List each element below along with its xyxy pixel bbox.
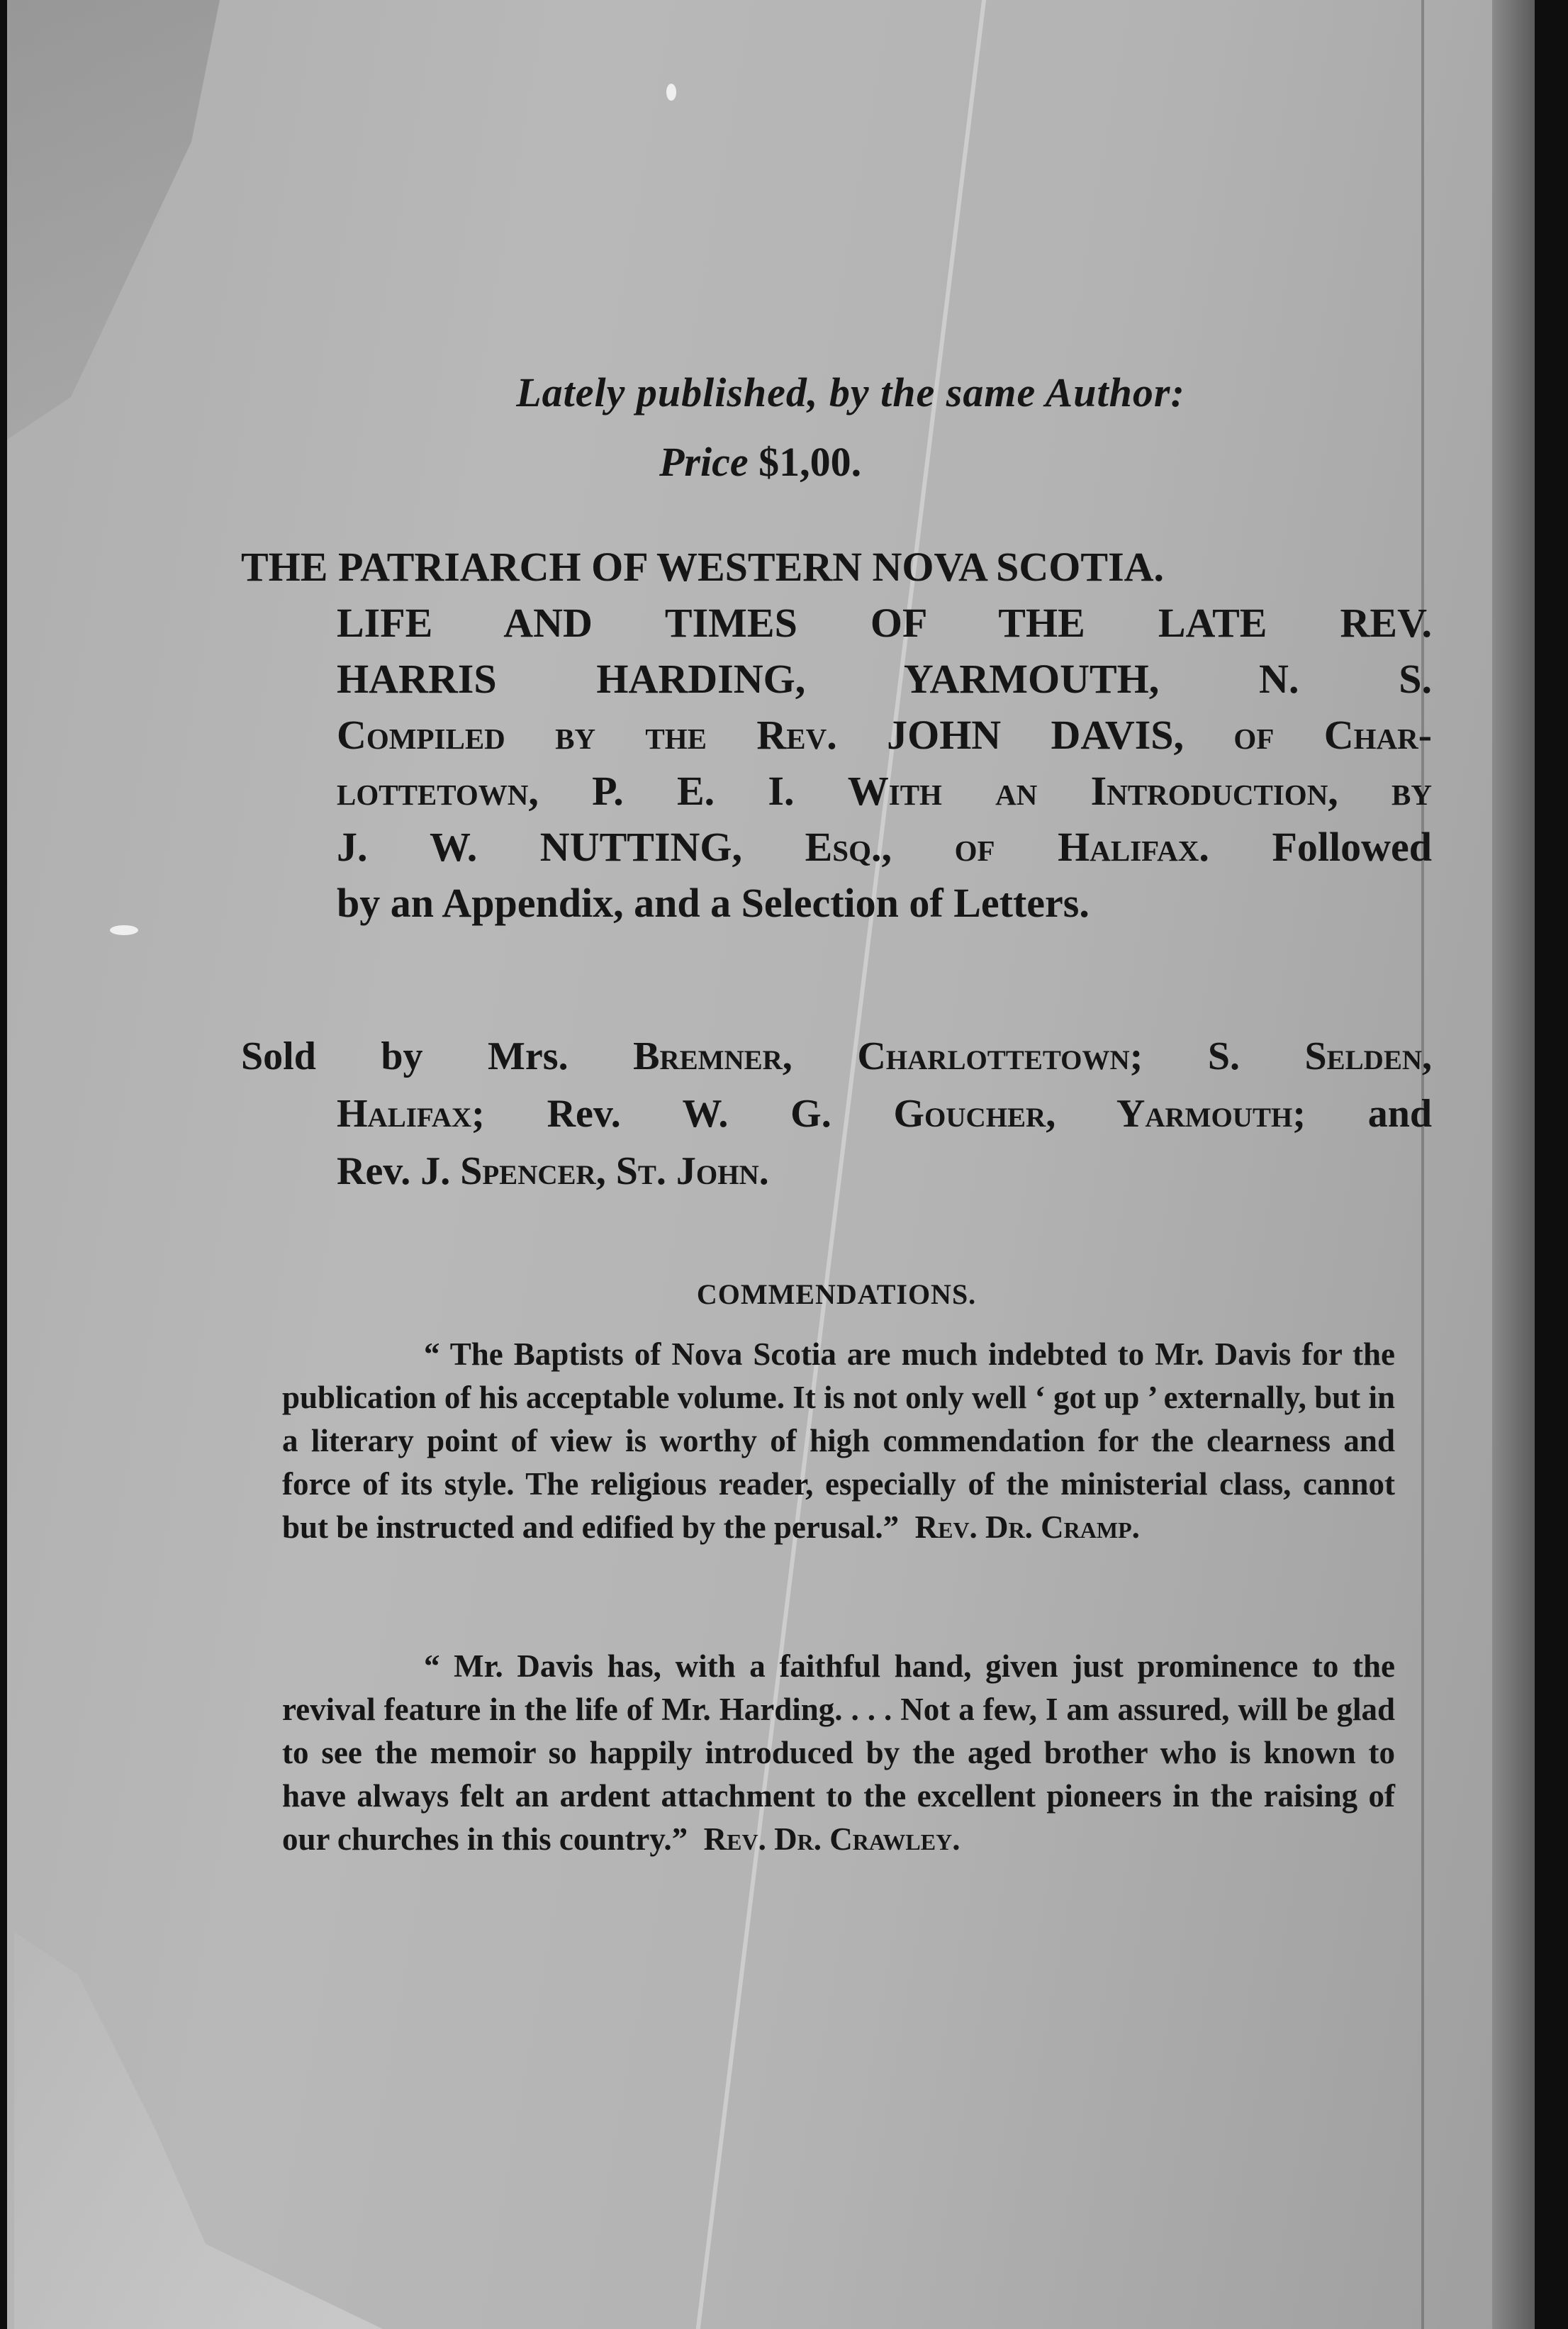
quote-author: Rev. Dr. Crawley. xyxy=(703,1821,961,1857)
title-line: LIFE AND TIMES OF THE LATE REV. xyxy=(337,600,1432,646)
compiled-line: Compiled by the Rev. JOHN DAVIS, of Char- xyxy=(337,712,1433,758)
sold-line: Halifax; Rev. W. G. Goucher, Yarmouth; and xyxy=(337,1092,1433,1136)
compiled-line: by an Appendix, and a Selection of Letters. xyxy=(337,880,1090,926)
title-line: HARRIS HARDING, YARMOUTH, N. S. xyxy=(337,656,1432,702)
compiled-line: J. W. NUTTING, Esq., of Halifax. Followed xyxy=(337,824,1433,870)
paper-spot xyxy=(110,925,138,935)
sold-by-block xyxy=(241,1028,1432,1200)
commendation-quote: “ Mr. Davis has, with a faithful hand, given just prominence to the revival feature in the life of Mr. Harding. . . . Not a few, I am assured, will be glad to see the memoir so happily introduced by the aged brother who is known to have always felt an ardent attachment to the excellent pioneers in the raising of our churches in this country.” Rev. Dr. Crawley. xyxy=(282,1648,1395,1857)
compiled-line: lottetown, P. E. I. With an Introduction, by xyxy=(337,768,1433,814)
price-line xyxy=(659,438,1085,486)
commendation-quote: “ The Baptists of Nova Scotia are much indebted to Mr. Davis for the publication of his acceptable volume. It is not only well ‘ got up ’ externally, but in a literary point of view is worthy of high commendation for the clearness and force of its style. The religious reader, especially of the ministerial class, cannot but be instructed and edified by the perusal.” Rev. Dr. Cramp. xyxy=(282,1336,1395,1545)
price-label: Price xyxy=(659,439,749,485)
sold-line: Sold by Mrs. Bremner, Charlottetown; S. Selden, xyxy=(241,1034,1433,1078)
page xyxy=(7,0,1535,2329)
torn-edge xyxy=(14,1932,383,2329)
title-line: THE PATRIARCH OF WESTERN NOVA SCOTIA. xyxy=(241,544,1165,590)
lately-published-heading: Lately published, by the same Author: xyxy=(516,369,1185,415)
sold-line: Rev. J. Spencer, St. John. xyxy=(337,1149,769,1193)
commendations-heading: COMMENDATIONS. xyxy=(696,1278,977,1310)
quote-author: Rev. Dr. Cramp. xyxy=(914,1509,1140,1545)
book-title-block xyxy=(241,539,1432,931)
price-value: $1,00. xyxy=(758,439,862,485)
folded-corner xyxy=(7,0,220,440)
paper-spot xyxy=(666,84,676,101)
page-edge xyxy=(1492,0,1535,2329)
